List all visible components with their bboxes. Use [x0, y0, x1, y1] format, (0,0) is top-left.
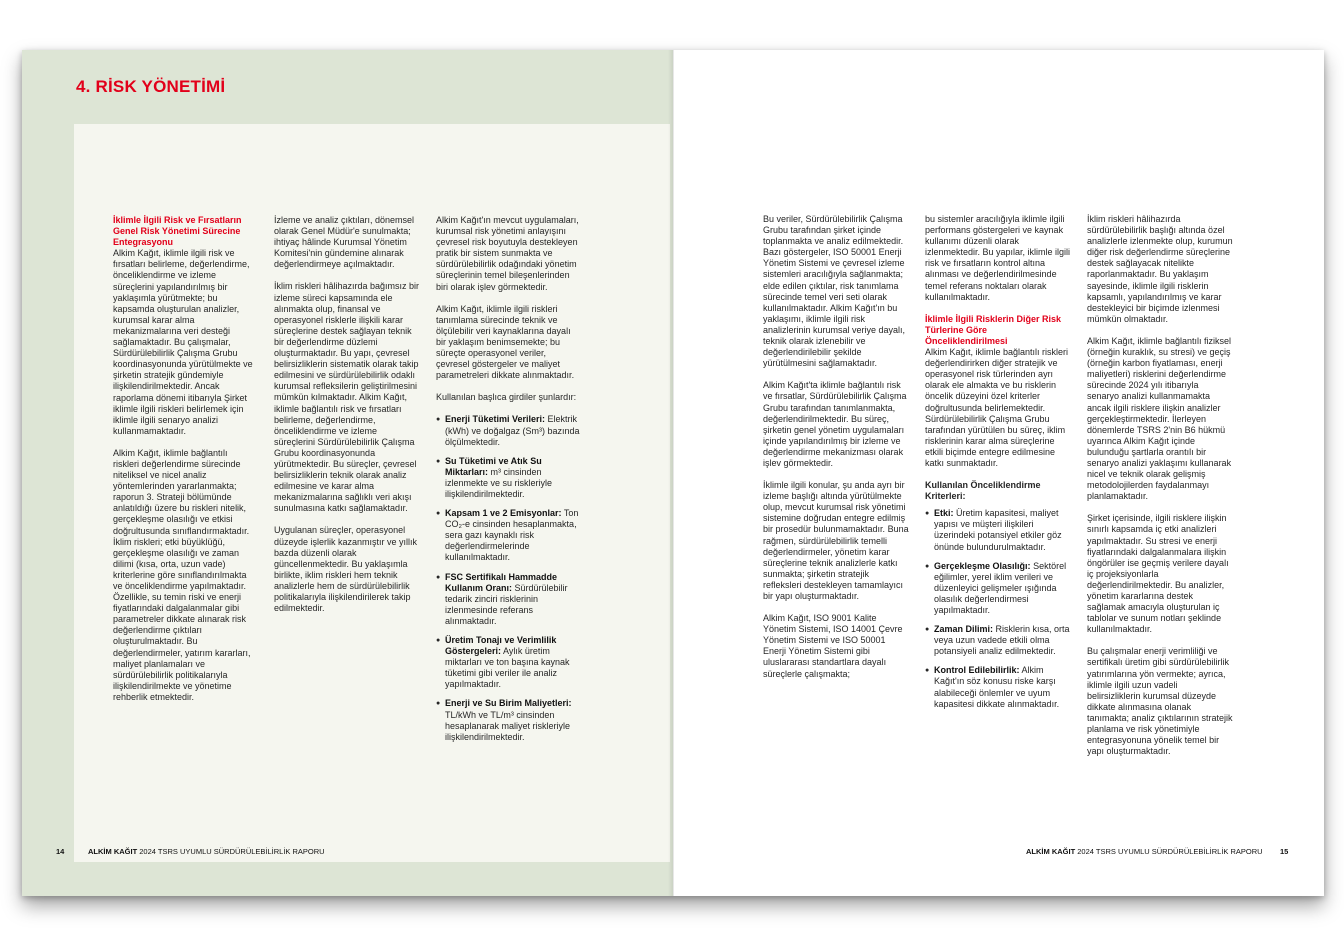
list-item: ● Enerji ve Su Birim Maliyetleri: TL/kWh ve TL/m³ cinsinden hesaplanarak maliyet riskleriyle ilişkilendirilmektedir. [436, 698, 582, 742]
list-item: ● Zaman Dilimi: Risklerin kısa, orta veya uzun vadede etkili olma potansiyeli analiz edilmektedir. [925, 624, 1071, 657]
paragraph: Alkim Kağıt, iklimle bağlantılı fiziksel (örneğin kuraklık, su stresi) ve geçiş (örneğin karbon fiyatlaması, enerji maliyetleri) risklerini değerlendirme sürecinde 2024 yılı itibarıyla senaryo analizi kullanmamakta ancak ilgili risklere ilişkin analizler gerçekleştirmektedir. İlerleyen dönemlerde TSRS 2'nin B6 hükmü uyarınca Alkim Kağıt içinde bulunduğu şartlarla orantılı bir senaryo analizi yaklaşımı kullanarak nicel ve teknik olarak gelişmiş metodolojilerden faydalanmayı planlamaktadır. [1087, 335, 1232, 502]
paragraph: Bu çalışmalar enerji verimliliği ve sertifikalı üretim gibi sürdürülebilirlik yatırımlarına yön vermekte; ayrıca, iklimle ilgili uzun vadeli belirsizliklerin kurumsal düzeyde dikkate alınmasına olanak tanımakta; analiz çıktılarının stratejik planlama ve risk yönetimiyle entegrasyonuna yönelik temel bir yapı oluşturmaktadır. [1087, 646, 1233, 757]
left-column-2 [274, 215, 420, 625]
list-item: ● Etki: Üretim kapasitesi, maliyet yapısı ve müşteri ilişkileri üzerindeki potansiyel etkiler göz önünde bulundurulmaktadır. [925, 508, 1071, 552]
paragraph: İklim riskleri hâlihazırda sürdürülebilirlik başlığı altında özel analizlerle izlenmekte olup, kurumun diğer risk değerlendirme süreçlerine destek sağlayacak nitelikte raporlanmaktadır. Bu yaklaşım sayesinde, iklimle ilgili risklerin kapsamlı, yapılandırılmış ve karar destekleyici bir biçimde izlenmesi mümkün olmaktadır. [1087, 214, 1233, 324]
page-number: 14 [56, 847, 65, 856]
right-page [674, 50, 1324, 896]
page-title: 4. RİSK YÖNETİMİ [76, 77, 226, 96]
list-item: ● Kontrol Edilebilirlik: Alkim Kağıt'ın söz konusu riske karşı alabileceği önlemler ve uyum kapasitesi dikkate alınmaktadır. [925, 665, 1071, 709]
right-column-1 [763, 214, 909, 691]
paragraph: Alkim Kağıt, ISO 9001 Kalite Yönetim Sistemi, ISO 14001 Çevre Yönetim Sistemi ve ISO 50001 Enerji Yönetim Sistemi gibi uluslararası standartlara dayalı süreçlerle çalışmakta; [763, 613, 903, 679]
left-column-1 [113, 215, 253, 714]
footer-title: ALKİM KAĞIT 2024 TSRS UYUMLU SÜRDÜRÜLEBİLİRLİK RAPORU [88, 847, 325, 856]
paragraph: bu sistemler aracılığıyla iklimle ilgili performans göstergeleri ve kaynak kullanımı düzenli olarak izlenmektedir. Bu yapılar, iklimle ilgili risk ve fırsatların kontrol altına alınması ve değerlendirilmesinde temel referans noktaları olarak kullanılmaktadır. [925, 214, 1071, 302]
paragraph: İklimle ilgili konular, şu anda ayrı bir izleme başlığı altında yürütülmekte olup, mevcut kurumsal risk yönetimi sistemine doğrudan entegre edilmiş bir prosedür bulunmamaktadır. Buna rağmen, sürdürülebilirlik temelli değerlendirmeler, yönetim karar süreçlerine teknik analizlerle katkı sunmakta; şirketin stratejik refleksleri destekleyen tamamlayıcı bir yapı oluşturmaktadır. [763, 480, 909, 601]
right-column-2 [925, 214, 1071, 718]
left-column-3 [436, 215, 582, 751]
section-heading: İklimle İlgili Risk ve Fırsatların Genel Risk Yönetimi Sürecine Entegrasyonu [113, 215, 242, 248]
list-item: ● Kapsam 1 ve 2 Emisyonlar: Ton CO₂-e cinsinden hesaplanmakta, sera gazı kaynaklı risk değerlendirmelerinde kullanılmaktadır. [436, 508, 582, 563]
paragraph: Kullanılan başlıca girdiler şunlardır: [436, 392, 577, 403]
page-number: 15 [1280, 847, 1289, 856]
list-item: ● Gerçekleşme Olasılığı: Sektörel eğilimler, yerel iklim verileri ve düzenleyici gelişmeler ışığında olasılık değerlendirmesi yapılmaktadır. [925, 561, 1071, 616]
list-item: ● Enerji Tüketimi Verileri: Elektrik (kWh) ve doğalgaz (Sm³) bazında ölçülmektedir. [436, 414, 582, 447]
paragraph: Şirket içerisinde, ilgili risklere ilişkin sınırlı kapsamda iç etki analizleri yapılmaktadır. Su stresi ve enerji fiyatlarındaki dalgalanmalara ilişkin öngörüler ise geçmiş verilere dayalı iç projeksiyonlarla değerlendirilmektedir. Bu analizler, yönetim kararlarına destek sağlamak amacıyla oluşturulan iç tablolar ve sunum notları şeklinde kullanılmaktadır. [1087, 513, 1229, 635]
paragraph: Alkim Kağıt'ta iklimle bağlantılı risk ve fırsatlar, Sürdürülebilirlik Çalışma Grubu tarafından tanımlanmakta, değerlendirilmektedir. Bu süreç, şirketin genel yönetim uygulamaları içinde yapılandırılmış bir izleme ve değerlendirme mekanizması olarak işlev görmektedir. [763, 380, 907, 468]
footer-title: ALKİM KAĞIT 2024 TSRS UYUMLU SÜRDÜRÜLEBİLİRLİK RAPORU [1026, 847, 1263, 856]
right-column-3 [1087, 214, 1233, 768]
list-item: ● FSC Sertifikalı Hammadde Kullanım Oranı: Sürdürülebilir tedarik zinciri risklerinin izlenmesinde referans alınmaktadır. [436, 572, 582, 627]
input-list [436, 414, 582, 742]
list-item: ● Su Tüketimi ve Atık Su Miktarları: m³ cinsinden izlenmekte ve su riskleriyle ilişkilendirilmektedir. [436, 456, 582, 500]
paragraph: Alkim Kağıt, iklimle ilgili risk ve fırsatları belirleme, değerlendirme, önceliklendirme ve izleme süreçlerini yapılandırılmış bir yaklaşımla yürütmekte; bu kapsamda oluşturulan analizler, kurumsal karar alma mekanizmalarına veri desteği sağlamaktadır. Bu çalışmalar, Sürdürülebilirlik Çalışma Grubu koordinasyonunda yürütülmekte ve şirketin stratejik gündemiyle ilişkilendirilmektedir. Ancak raporlama dönemi itibarıyla Şirket iklimle ilgili riskleri belirlemek için iklimle ilgili senaryo analizi kullanmamaktadır. [113, 248, 253, 436]
list-item: ● Üretim Tonajı ve Verimlilik Göstergeleri: Aylık üretim miktarları ve ton başına kaynak tüketimi gibi veriler ile analiz yapılmaktadır. [436, 635, 582, 690]
criteria-list [925, 508, 1071, 710]
section-heading: İklimle İlgili Risklerin Diğer Risk Türlerine Göre Önceliklendirilmesi [925, 313, 1062, 346]
paragraph: Alkim Kağıt'ın mevcut uygulamaları, kurumsal risk yönetimi anlayışını çevresel risk boyutuyla destekleyen pratik bir sistem sunmakta ve sürdürülebilirlik odağındaki yönetim süreçlerinin temel bileşenlerinden biri olarak işlev görmektedir. [436, 215, 579, 292]
paragraph: Alkim Kağıt, iklimle bağlantılı riskleri değerlendirirken diğer stratejik ve operasyonel risk türlerinden ayrı olarak ele almakta ve bu risklerin öncelik düzeyini özel kriterler doğrultusunda belirlemektedir. Sürdürülebilirlik Çalışma Grubu tarafından yürütülen bu süreç, iklim risklerinin karar alma süreçlerine etkili biçimde entegre edilmesine katkı sunmaktadır. [925, 347, 1069, 468]
left-page [22, 50, 673, 896]
paragraph: Uygulanan süreçler, operasyonel düzeyde işlerlik kazanmıştır ve yıllık bazda düzenli olarak güncellenmektedir. Bu yaklaşımla birlikte, iklim riskleri hem teknik analizlerle hem de sürdürülebilirlik politikalarıyla ilişkilendirilerek takip edilmektedir. [274, 525, 418, 614]
criteria-heading: Kullanılan Önceliklendirme Kriterleri: [925, 480, 1041, 502]
paragraph: İklim riskleri hâlihazırda bağımsız bir izleme süreci kapsamında ele alınmakta olup, finansal ve operasyonel risklerle ilişkili karar süreçlerine destek sağlayan teknik bir değerlendirme düzlemi oluşturmaktadır. Bu yapı, çevresel belirsizliklerin sistematik olarak takip edilmesini ve sürdürülebilirlik odaklı kurumsal refleksilerin geliştirilmesini mümkün kılmaktadır. Alkim Kağıt, iklimle bağlantılı risk ve fırsatları belirleme, değerlendirme, önceliklendirme ve izleme süreçlerini Sürdürülebilirlik Çalışma Grubu koordinasyonunda yürütmektedir. Bu süreçler, çevresel belirsizliklerin teknik olarak analiz edilmesine ve karar alma mekanizmalarına sağlıklı veri akışı sunulmasına katkı sağlamaktadır. [274, 281, 420, 514]
paragraph: Alkim Kağıt, iklimle ilgili riskleri tanımlama sürecinde teknik ve ölçülebilir veri kaynaklarına dayalı bir yaklaşım benimsemekte; bu süreçte operasyonel veriler, çevresel göstergeler ve maliyet parametreleri dikkate alınmaktadır. [436, 303, 575, 381]
paragraph: İzleme ve analiz çıktıları, dönemsel olarak Genel Müdür'e sunulmakta; ihtiyaç hâlinde Kurumsal Yönetim Komitesi'nin gündemine alınarak değerlendirmeye açılmaktadır. [274, 215, 415, 270]
paragraph: Bu veriler, Sürdürülebilirlik Çalışma Grubu tarafından şirket içinde toplanmakta ve analiz edilmektedir. Bazı göstergeler, ISO 50001 Enerji Yönetim Sistemi ve çevresel izleme sistemleri aracılığıyla sağlanmakta; elde edilen çıktılar, risk tanımlama sürecinde temel veri seti olarak kullanılmaktadır. Alkim Kağıt'ın bu yaklaşımı, iklimle ilgili risk analizlerinin kurumsal veriye dayalı, teknik olarak izlenebilir ve değerlendirilebilir şekilde yürütülmesini sağlamaktadır. [763, 214, 906, 369]
paragraph: Alkim Kağıt, iklimle bağlantılı riskleri değerlendirme sürecinde niteliksel ve nicel analiz yöntemlerinden yararlanmakta; raporun 3. Strateji bölümünde anlatıldığı üzere bu riskleri nitelik, gerçekleşme olasılığı ve etkisi doğrultusunda sınıflandırmaktadır. İklim riskleri; etki büyüklüğü, gerçekleşme olasılığı ve zaman dilimi (kısa, orta, uzun vade) kriterlerine göre sınıflandırılmakta ve önceliklendirme yapılmaktadır. Özellikle, su temin riski ve enerji fiyatlarındaki dalgalanmalar gibi parametreler dikkate alınarak risk değerlendirme çıktıları oluşturulmaktadır. Bu değerlendirmeler, yatırım kararları, maliyet planlamaları ve sürdürülebilirlik politikalarıyla ilişkilendirilmekte ve yönetime rehberlik etmektedir. [113, 447, 251, 702]
